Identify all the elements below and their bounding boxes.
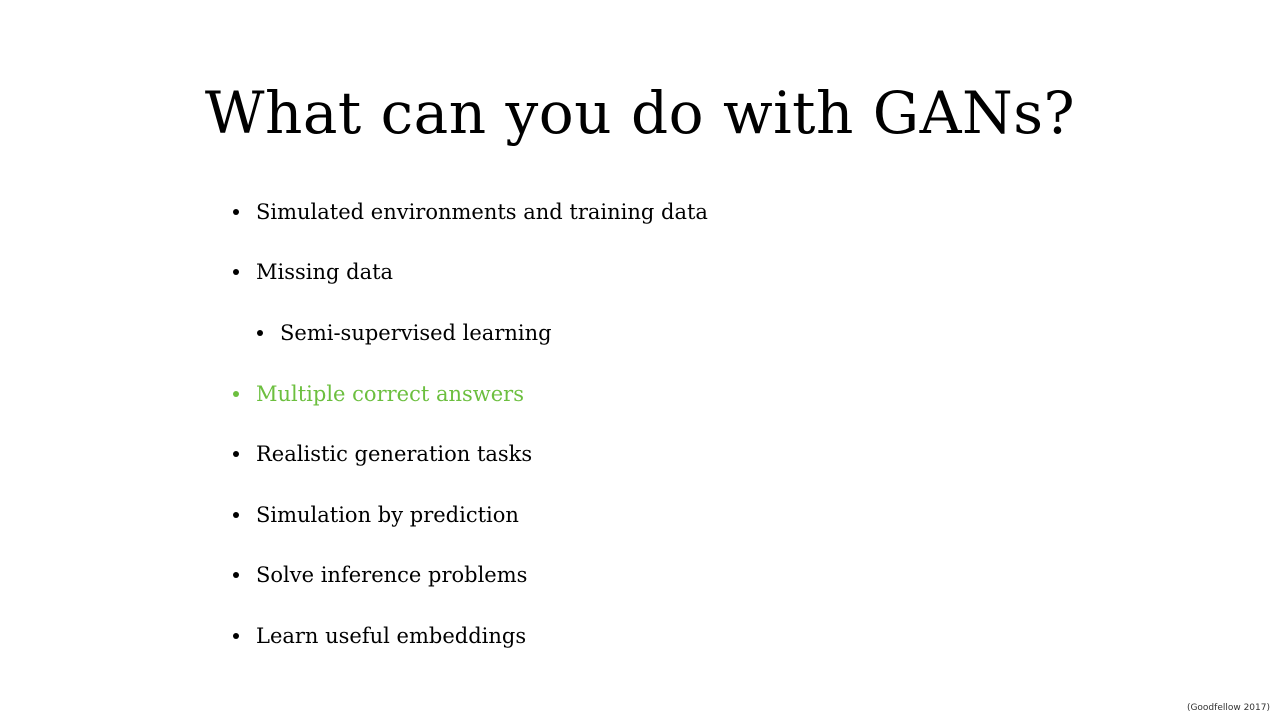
citation-footer: (Goodfellow 2017) <box>1186 703 1270 713</box>
bullet-text: Realistic generation tasks <box>256 442 533 466</box>
bullet-dot-icon <box>233 451 239 457</box>
bullet-item <box>233 257 393 287</box>
bullet-item-highlighted <box>233 379 524 409</box>
bullet-text: Multiple correct answers <box>256 382 524 406</box>
bullet-dot-icon <box>233 572 239 578</box>
bullet-item <box>233 621 526 651</box>
bullet-text: Learn useful embeddings <box>256 624 527 648</box>
bullet-dot-icon <box>233 633 239 639</box>
bullet-text: Missing data <box>256 260 394 284</box>
bullet-text: Semi-supervised learning <box>280 321 552 345</box>
bullet-item <box>233 439 532 469</box>
bullet-dot-icon <box>233 269 239 275</box>
bullet-dot-icon <box>233 512 239 518</box>
bullet-item <box>233 500 519 530</box>
bullet-dot-icon <box>257 330 263 336</box>
bullet-text: Solve inference problems <box>256 563 528 587</box>
bullet-text: Simulated environments and training data <box>256 200 708 224</box>
bullet-dot-icon <box>233 209 239 215</box>
bullet-item <box>233 560 527 590</box>
bullet-text: Simulation by prediction <box>256 503 519 527</box>
bullet-item <box>233 197 708 227</box>
slide-title: What can you do with GANs? <box>204 79 1076 147</box>
sub-bullet-item <box>257 318 552 348</box>
bullet-dot-icon <box>233 391 239 397</box>
